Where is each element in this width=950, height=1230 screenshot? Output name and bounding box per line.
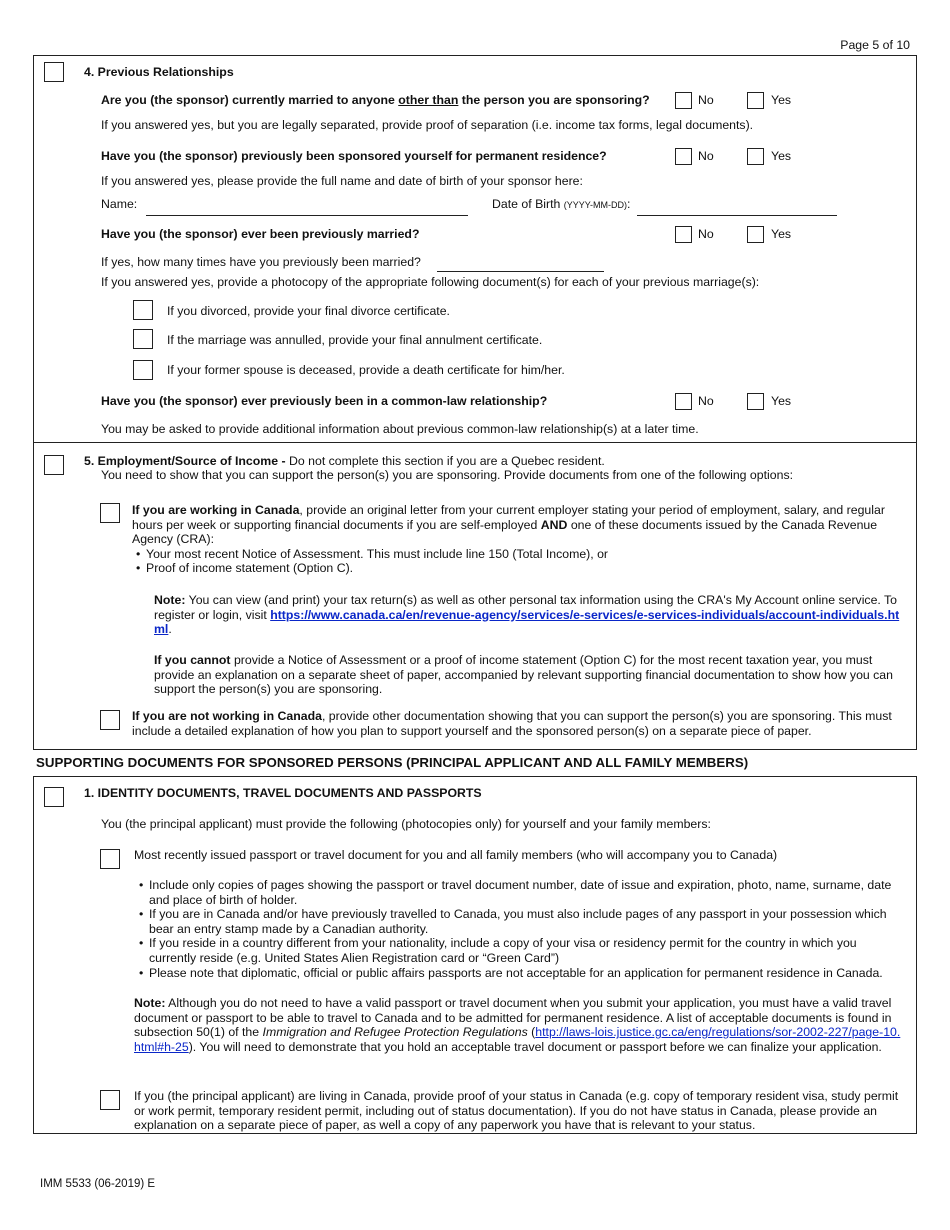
cannot-bold: If you cannot — [154, 653, 231, 667]
sponsor-dob-field[interactable] — [637, 197, 837, 214]
times-married-underline — [437, 271, 604, 272]
not-working-bold: If you are not working in Canada — [132, 709, 322, 723]
name-underline — [146, 215, 468, 216]
q4-yes-label: Yes — [771, 394, 792, 408]
regulations-link[interactable]: http://laws-lois.justice.gc.ca/eng/regulations/sor-2002-227/page-10.html#h-25 — [134, 1025, 901, 1054]
times-married-field[interactable] — [437, 254, 604, 271]
q1-text: Are you (the sponsor) currently married to anyone — [101, 93, 395, 107]
sponsor-name-field[interactable] — [146, 197, 468, 214]
regulations-title: Immigration and Refugee Protection Regulations — [262, 1025, 528, 1040]
section-5-title-bold: 5. Employment/Source of Income - — [84, 454, 286, 468]
dob-format: (YYYY-MM-DD) — [563, 200, 627, 210]
section-5-intro: You need to show that you can support the person(s) you are sponsoring. Provide documents from one of the following options: — [101, 468, 794, 482]
q4-yes-checkbox[interactable] — [747, 393, 764, 410]
q-common-law: Have you (the sponsor) ever previously been in a common-law relationship? — [101, 394, 548, 408]
divorce-checkbox[interactable] — [133, 300, 153, 320]
list-item: • Please note that diplomatic, official or public affairs passports are not acceptable for an application for permanent residence in Canada. — [138, 966, 904, 981]
annulment-label: If the marriage was annulled, provide your final annulment certificate. — [167, 333, 543, 347]
cannot-text: provide a Notice of Assessment or a proof of income statement (Option C) for the most recent taxation year, you must provide an explanation on a separate sheet of paper, accompanied by relevant supporting financial documentation to show how you can support the person(s) you are sponsoring. — [154, 653, 893, 697]
q4-no-label: No — [698, 394, 714, 408]
working-text: , provide an original letter from your current employer stating your period of employment, salary, and regular hours per week or supporting financial documents if you are self-employed — [132, 503, 885, 532]
q-previously-sponsored: Have you (the sponsor) previously been sponsored yourself for permanent residence? — [101, 149, 607, 163]
q1-no-label: No — [698, 93, 714, 107]
not-working-text — [132, 709, 904, 738]
not-working-rest: , provide other documentation showing that you can support the person(s) you are sponsoring. This must include a detailed explanation of how you plan to support yourself and the sponsored person(s) on a separate piece of paper. — [132, 709, 892, 738]
section-divider — [33, 442, 917, 443]
supporting-documents-heading: SUPPORTING DOCUMENTS FOR SPONSORED PERSONS (PRINCIPAL APPLICANT AND ALL FAMILY MEMBERS) — [36, 755, 749, 770]
status-in-canada-checkbox[interactable] — [100, 1090, 120, 1110]
q1-end: the person you are sponsoring? — [461, 93, 650, 107]
page-number: Page 5 of 10 — [840, 38, 910, 52]
q1-note: If you answered yes, but you are legally separated, provide proof of separation (i.e. income tax forms, legal documents). — [101, 118, 754, 132]
working-in-canada-checkbox[interactable] — [100, 503, 120, 523]
list-item: • Include only copies of pages showing the passport or travel document number, date of issue and expiration, photo, name, surname, date and place of birth of holder. — [138, 878, 904, 907]
working-text2: one of these documents issued by the Canada Revenue Agency (CRA): — [132, 517, 878, 547]
passport-requirements-list — [138, 878, 904, 980]
q4-note: You may be asked to provide additional information about previous common-law relationship(s) at a later time. — [101, 422, 699, 436]
cannot-provide-text — [154, 653, 906, 697]
q3-note: If you answered yes, provide a photocopy of the appropriate following document(s) for each of your previous marriage(s): — [101, 275, 760, 289]
passport-label: Most recently issued passport or travel document for you and all family members (who will accompany you to Canada) — [134, 848, 778, 862]
death-certificate-label: If your former spouse is deceased, provide a death certificate for him/her. — [167, 363, 565, 377]
cra-note-text: You can view (and print) your tax return(s) as well as other personal tax information using the CRA's My Account online service. To register or login, visit — [154, 593, 898, 622]
section-4-title: 4. Previous Relationships — [84, 65, 234, 79]
working-and: AND — [540, 517, 568, 532]
identity-section-title: 1. IDENTITY DOCUMENTS, TRAVEL DOCUMENTS AND PASSPORTS — [84, 786, 482, 800]
q-previously-married: Have you (the sponsor) ever been previously married? — [101, 227, 420, 241]
paren-open: ( — [531, 1025, 536, 1040]
q2-yes-checkbox[interactable] — [747, 148, 764, 165]
passport-checkbox[interactable] — [100, 849, 120, 869]
q1-yes-label: Yes — [771, 93, 792, 107]
q3-no-label: No — [698, 227, 714, 241]
q3-yes-checkbox[interactable] — [747, 226, 764, 243]
working-bold: If you are working in Canada — [132, 503, 300, 517]
dob-underline — [637, 215, 837, 216]
q4-no-checkbox[interactable] — [675, 393, 692, 410]
q3-no-checkbox[interactable] — [675, 226, 692, 243]
section-5-title — [84, 454, 605, 468]
dob-colon: : — [626, 197, 631, 211]
not-working-checkbox[interactable] — [100, 710, 120, 730]
passport-note — [134, 996, 906, 1054]
list-item: • Proof of income statement (Option C). — [135, 561, 902, 576]
q1-no-checkbox[interactable] — [675, 92, 692, 109]
q1-underlined: other than — [398, 93, 459, 107]
dob-label — [492, 197, 630, 211]
dob-label-text: Date of Birth — [492, 197, 561, 211]
cra-note-end: . — [168, 622, 172, 637]
list-item: • Your most recent Notice of Assessment. This must include line 150 (Total Income), or — [135, 547, 902, 562]
identity-section-checkbox[interactable] — [44, 787, 64, 807]
section-5-checkbox[interactable] — [44, 455, 64, 475]
q-currently-married — [101, 93, 650, 107]
annulment-checkbox[interactable] — [133, 329, 153, 349]
death-certificate-checkbox[interactable] — [133, 360, 153, 380]
name-label: Name: — [101, 197, 138, 211]
passport-note-text: Although you do not need to have a valid passport or travel document when you submit your application, you must have a valid travel document or passport to be able to travel to Canada and to be admitted for permanent residence. A list of acceptable documents is found in subsection 50(1) of the — [134, 996, 892, 1040]
status-in-canada-text: If you (the principal applicant) are living in Canada, provide proof of your status in Canada (e.g. copy of temporary resident visa, study permit or work permit, temporary resident permit, including out of status documentation). If you do not have status in Canada, please provide an explanation on a separate piece of paper, as well a copy of any paperwork you have that is relevant to your status. — [134, 1089, 899, 1133]
divorce-label: If you divorced, provide your final divorce certificate. — [167, 304, 450, 318]
identity-intro: You (the principal applicant) must provide the following (photocopies only) for yourself and your family members: — [101, 817, 711, 831]
cra-documents-list — [135, 547, 902, 576]
cra-note — [154, 593, 904, 637]
q1-yes-checkbox[interactable] — [747, 92, 764, 109]
section-4-checkbox[interactable] — [44, 62, 64, 82]
form-code-footer: IMM 5533 (06-2019) E — [40, 1178, 156, 1190]
cra-account-link[interactable]: https://www.canada.ca/en/revenue-agency/services/e-services/e-services-individuals/account-individuals.html — [154, 607, 900, 637]
cra-note-bold: Note: — [154, 593, 186, 607]
q2-no-label: No — [698, 149, 714, 163]
q2-yes-label: Yes — [771, 149, 792, 163]
passport-note-bold: Note: — [134, 996, 166, 1010]
times-married-label: If yes, how many times have you previously been married? — [101, 255, 421, 269]
list-item: • If you are in Canada and/or have previously travelled to Canada, you must also include pages of any passport in your possession which bear an entry stamp made by a Canadian authority. — [138, 907, 904, 936]
passport-note-end: ). You will need to demonstrate that you hold an acceptable travel document or passport before we can finalize your application. — [188, 1039, 882, 1054]
section-5-title-rest: Do not complete this section if you are a Quebec resident. — [289, 454, 605, 468]
q2-note: If you answered yes, please provide the full name and date of birth of your sponsor here: — [101, 174, 583, 188]
q3-yes-label: Yes — [771, 227, 792, 241]
list-item: • If you reside in a country different from your nationality, include a copy of your visa or residency permit for the country in which you currently reside (e.g. United States Alien Registration card or “Green Card”) — [138, 936, 904, 965]
working-in-canada-text — [132, 503, 902, 576]
q2-no-checkbox[interactable] — [675, 148, 692, 165]
